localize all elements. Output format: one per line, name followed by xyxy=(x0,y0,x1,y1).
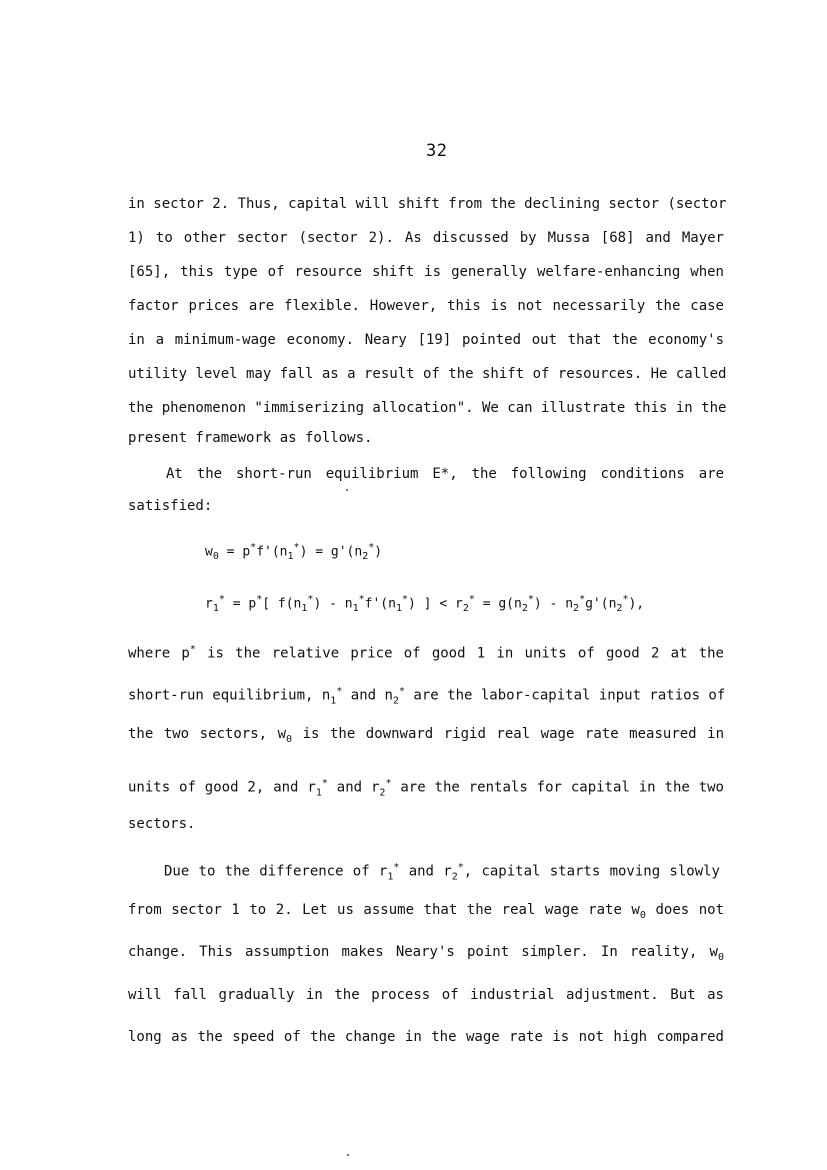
paragraph-long-line: long as the speed of the change in the wage rate is not high compared xyxy=(128,1029,724,1045)
paragraph-from-sector-line: from sector 1 to 2. Let us assume that the real wage rate $w_0$ does not xyxy=(128,902,725,921)
paragraph-equilibrium-line: short-run equilibrium, $n_1^*$ and $n_2^*$ are the labor-capital input ratios of xyxy=(128,686,726,707)
paragraph-line-4: factor prices are flexible. However, this is not necessarily the case xyxy=(128,298,724,314)
paragraph-line-1: in sector 2. Thus, capital will shift from the declining sector (sector xyxy=(128,196,727,212)
equation-rentals: $r_1^* = p^*$[ $f(n_1^*) - n_1^*f'(n_1^*)$ ] < $r_2^* = g(n_2^*) - n_2^*g'(n_2^*)$, xyxy=(205,594,645,614)
speck-mark xyxy=(346,489,348,491)
paragraph-fall-line: will fall gradually in the process of industrial adjustment. But as xyxy=(128,987,724,1003)
paragraph-line-5: in a minimum-wage economy. Neary [19] pointed out that the economy's xyxy=(128,332,724,348)
paragraph-line-7: the phenomenon "immiserizing allocation". We can illustrate this in the xyxy=(128,400,727,416)
paragraph-sectors-line: sectors. xyxy=(128,816,196,832)
paragraph-line-2: 1) to other sector (sector 2). As discussed by Mussa [68] and Mayer xyxy=(128,230,724,246)
equation-wage: $w_0 = p^*f'(n_1^*) = g'(n_2^*)$ xyxy=(205,542,383,562)
paragraph-two-sectors-line: the two sectors, $w_0$ is the downward rigid real wage rate measured in xyxy=(128,726,724,745)
paragraph-where-line: where p* is the relative price of good 1 in units of good 2 at the xyxy=(128,644,724,662)
paragraph-line-8: present framework as follows. xyxy=(128,430,373,446)
paragraph-change-line: change. This assumption makes Neary's point simpler. In reality, $w_0$ xyxy=(128,944,724,963)
paragraph-line-9: At the short-run equilibrium E*, the following conditions are xyxy=(166,466,724,482)
paragraph-line-6: utility level may fall as a result of the shift of resources. He called xyxy=(128,366,727,382)
paragraph-due-line: Due to the difference of $r_1^*$ and $r_2^*$, capital starts moving slowly xyxy=(164,862,720,883)
paragraph-units-line: units of good 2, and $r_1^*$ and $r_2^*$ are the rentals for capital in the two xyxy=(128,778,724,799)
paragraph-line-10: satisfied: xyxy=(128,498,213,514)
paragraph-line-3: [65], this type of resource shift is generally welfare-enhancing when xyxy=(128,264,724,280)
speck-mark-bottom xyxy=(347,1154,349,1156)
page-number: 32 xyxy=(426,141,448,161)
